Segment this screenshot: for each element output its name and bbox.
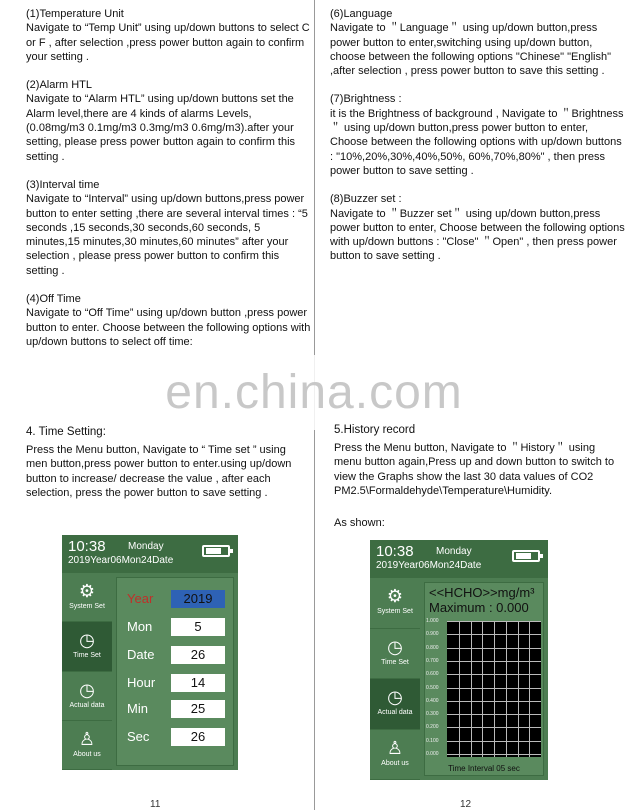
- grid-line: [506, 621, 507, 757]
- date: 2019Year06Mon24Date: [376, 560, 482, 571]
- field-label: Sec: [127, 729, 150, 744]
- left-settings-text: [26, 7, 312, 363]
- field-value: 5: [171, 618, 225, 636]
- field-min[interactable]: [127, 700, 225, 720]
- menu-time-set[interactable]: [62, 622, 112, 671]
- time-fields-panel: [116, 577, 234, 766]
- menu-label: Actual data: [69, 701, 105, 709]
- section-title: (3)Interval time: [26, 178, 100, 191]
- as-shown-label: As shown:: [334, 517, 385, 529]
- user-icon: ♙: [78, 728, 96, 749]
- menu-system-set[interactable]: [62, 573, 112, 622]
- y-tick-label: 0.300: [426, 711, 439, 718]
- field-label: Min: [127, 701, 148, 716]
- time-setting-body: Press the Menu button, Navigate to “ Time set ” using men button,press power button to enter.using up/down button to increase/ decrease the value , after each selection, press the power button to save setting .: [26, 444, 292, 499]
- field-date[interactable]: [127, 646, 225, 666]
- field-label: Hour: [127, 675, 156, 690]
- field-value: 26: [171, 646, 225, 664]
- menu-label: About us: [381, 759, 409, 767]
- history-body: Press the Menu button, Navigate to ＂History＂ using menu button again,Press up and down button to switch to view the Graphs show the last 30 data values of CO2 PM2.5\Formaldehyde\Temperature\Humidity.: [334, 442, 615, 497]
- field-value: 2019: [171, 590, 225, 608]
- graph-plot-area: [447, 621, 541, 757]
- graph-maximum: Maximum : 0.000: [429, 600, 529, 615]
- clock-icon: ◷: [387, 687, 403, 707]
- device-time-set-screen: [62, 535, 238, 770]
- section-body: Navigate to ＂Buzzer set＂ using up/down button,press power button to enter, Choose between the following options with up/down buttons : "Close" ＂Open" , then press power button to save setting .: [330, 207, 625, 263]
- time-setting-title: 4. Time Setting:: [26, 426, 106, 438]
- field-value: 26: [171, 728, 225, 746]
- section-body: Navigate to “Interval” using up/down buttons,press power button to enter setting ,there are several interval times : “5 seconds ,15 seconds,30 seconds,60 seconds, 5 minutes,15 minutes,30 minutes,60 minutes” after your selection , please press power button to confirm this setting .: [26, 193, 308, 277]
- status-bar: [370, 540, 548, 578]
- device-menu: [62, 573, 112, 770]
- clock-icon: ◷: [79, 679, 95, 700]
- y-tick-label: 0.100: [426, 737, 439, 744]
- grid-line: [494, 621, 495, 757]
- menu-label: Time Set: [73, 652, 101, 660]
- section-title: (7)Brightness :: [330, 93, 402, 106]
- graph-footer: Time Interval 05 sec: [448, 764, 520, 773]
- watermark: en.china.com: [0, 355, 628, 430]
- graph-panel: [424, 582, 544, 776]
- field-value: 14: [171, 674, 225, 692]
- date: 2019Year06Mon24Date: [68, 555, 174, 566]
- y-tick-label: 0.800: [426, 644, 439, 651]
- section-title: (4)Off Time: [26, 293, 81, 306]
- clock-gear-icon: ◷: [387, 636, 403, 657]
- field-label: Year: [127, 591, 154, 606]
- grid-line: [529, 621, 530, 757]
- device-history-screen: [370, 540, 548, 780]
- field-mon[interactable]: [127, 618, 225, 638]
- menu-label: Actual data: [377, 709, 413, 716]
- field-hour[interactable]: [127, 674, 225, 694]
- section-title: (8)Buzzer set :: [330, 193, 402, 206]
- field-label: Date: [127, 647, 155, 662]
- menu-time-set[interactable]: [370, 629, 420, 680]
- field-label: Mon: [127, 619, 153, 634]
- menu-system-set[interactable]: [370, 578, 420, 629]
- field-value: 25: [171, 700, 225, 718]
- menu-about-us[interactable]: [62, 721, 112, 770]
- menu-label: System Set: [377, 608, 413, 615]
- clock: 10:38: [376, 543, 414, 560]
- gear-icon: ⚙: [386, 586, 404, 606]
- y-tick-label: 0.000: [426, 751, 439, 757]
- menu-actual-data[interactable]: [370, 679, 420, 730]
- section-title: (1)Temperature Unit: [26, 8, 124, 20]
- y-tick-label: 0.600: [426, 671, 439, 678]
- y-tick-label: 0.200: [426, 724, 439, 731]
- y-tick-label: 1.000: [426, 618, 439, 624]
- section-body: Navigate to “Off Time” using up/down button ,press power button to enter. Choose between the following options with up/down buttons to select off time:: [26, 307, 311, 348]
- section-body: Navigate to “Alarm HTL” using up/down buttons set the Alarm level,there are 4 kinds of alarms Levels, (0.08mg/m3 0.1mg/m3 0.3mg/m3 0.6mg/m3).after your setting, please press power button again to confirm this setting .: [26, 93, 296, 163]
- page-number-left: 11: [150, 799, 161, 810]
- weekday: Monday: [436, 546, 472, 557]
- clock: 10:38: [68, 538, 106, 555]
- y-tick-label: 0.700: [426, 657, 439, 664]
- menu-label: Time Set: [381, 658, 409, 666]
- menu-label: About us: [73, 750, 101, 758]
- page-number-right: 12: [460, 799, 472, 810]
- section-body: Navigate to “Temp Unit” using up/down buttons to select C or F , after selection ,press power button again to confirm your setting .: [26, 22, 310, 63]
- section-body: it is the Brightness of background , Navigate to ＂Brightness＂ using up/down button,press power button to enter, Choose between the following options with up/down buttons : "10%,20%,30%,40%,50%, 60%,70%,80%" , then press power button to save setting .: [330, 107, 624, 177]
- grid-line: [482, 621, 483, 757]
- y-tick-label: 0.500: [426, 684, 439, 691]
- graph-y-axis: [426, 620, 448, 756]
- section-title: (2)Alarm HTL: [26, 79, 93, 92]
- gear-icon: ⚙: [78, 581, 96, 601]
- field-sec[interactable]: [127, 728, 225, 748]
- weekday: Monday: [128, 541, 164, 552]
- section-title: (6)Language: [330, 8, 393, 20]
- graph-title: <<HCHO>>mg/m³: [429, 585, 535, 600]
- status-bar: [62, 535, 238, 573]
- grid-line: [471, 621, 472, 757]
- field-year[interactable]: [127, 590, 225, 610]
- grid-line: [518, 621, 519, 757]
- history-title: 5.History record: [334, 424, 416, 436]
- right-settings-text: [330, 7, 626, 278]
- menu-actual-data[interactable]: [62, 672, 112, 721]
- menu-about-us[interactable]: [370, 730, 420, 781]
- menu-label: System Set: [69, 603, 105, 610]
- battery-icon: [512, 550, 540, 562]
- y-tick-label: 0.900: [426, 631, 439, 638]
- clock-gear-icon: ◷: [79, 630, 95, 651]
- battery-icon: [202, 545, 230, 557]
- y-tick-label: 0.400: [426, 697, 439, 704]
- section-body: Navigate to ＂Language＂ using up/down button,press power button to enter,switching using up/down button, choose between the following options "Chinese" "English" ,after selection , press power button to save this setting .: [330, 22, 612, 78]
- grid-line: [459, 621, 460, 757]
- user-icon: ♙: [386, 737, 404, 758]
- device-menu: [370, 578, 420, 780]
